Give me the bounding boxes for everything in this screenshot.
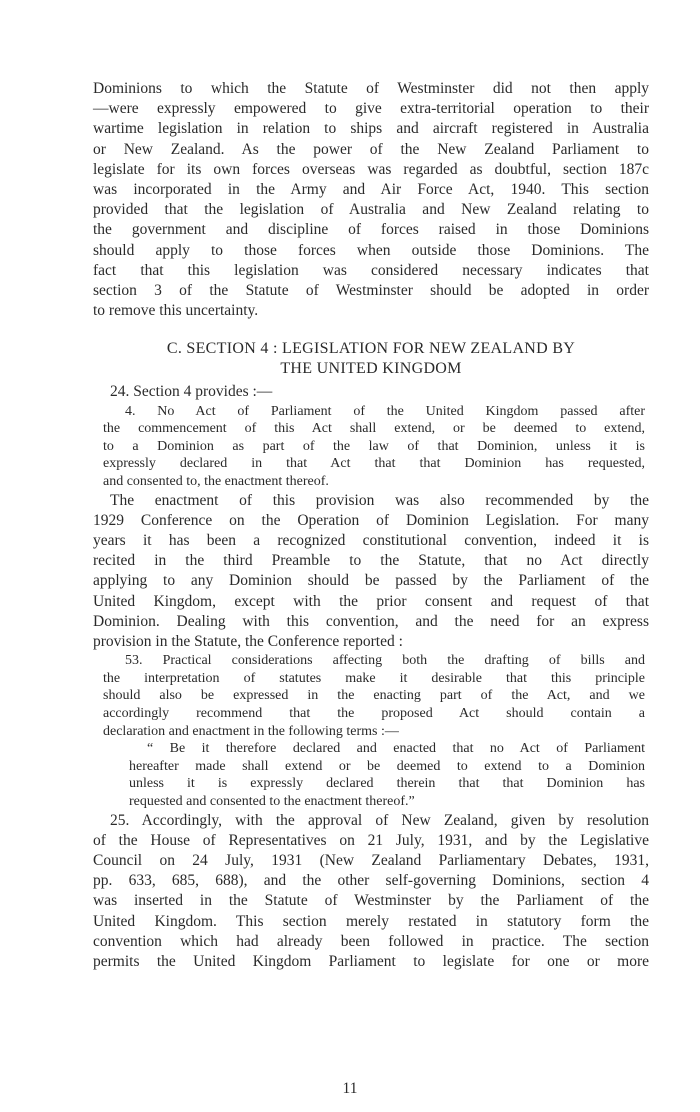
text-line: provision in the Statute, the Conference reported : xyxy=(93,633,403,651)
text-line: convention which had already been followed in practice. The section xyxy=(93,932,649,950)
text-line: fact that this legislation was considered necessary indicates that xyxy=(93,261,649,279)
continuation-paragraph xyxy=(93,79,649,321)
text-line: 1929 Conference on the Operation of Dominion Legislation. For many xyxy=(93,511,649,529)
document-page xyxy=(93,79,649,972)
paragraph-24-intro xyxy=(93,382,649,402)
quote-line: the interpretation of statutes make it desirable that this principle xyxy=(103,670,645,686)
heading-line: C. SECTION 4 : LEGISLATION FOR NEW ZEALAND BY xyxy=(166,340,576,358)
declaration-quote xyxy=(93,740,649,810)
text-line: United Kingdom. This section merely restated in statutory form the xyxy=(93,912,649,930)
text-line: the government and discipline of forces raised in those Dominions xyxy=(93,221,649,239)
text-line: of the House of Representatives on 21 July, 1931, and by the Legislative xyxy=(93,831,649,849)
quote-line: should also be expressed in the enacting part of the Act, and we xyxy=(103,688,645,704)
text-line: 25. Accordingly, with the approval of New Zealand, given by resolution xyxy=(110,811,649,829)
quote-line: accordingly recommend that the proposed Act should contain a xyxy=(103,706,645,722)
text-line: The enactment of this provision was also recommended by the xyxy=(110,491,649,509)
quote-line: “ Be it therefore declared and enacted that no Act of Parliament xyxy=(147,741,645,757)
text-line: or New Zealand. As the power of the New Zealand Parliament to xyxy=(93,140,649,158)
quote-line: the commencement of this Act shall extend, or be deemed to extend, xyxy=(103,421,645,437)
paragraph-25 xyxy=(93,811,649,973)
text-line: 24. Section 4 provides :— xyxy=(110,383,273,401)
section-4-quote xyxy=(93,403,649,491)
quote-line: 53. Practical considerations affecting both the drafting of bills and xyxy=(125,653,645,669)
text-line: provided that the legislation of Australia and New Zealand relating to xyxy=(93,201,649,219)
quote-line: hereafter made shall extend or be deemed to extend to a Dominion xyxy=(129,758,645,774)
text-line: to remove this uncertainty. xyxy=(93,302,259,320)
quote-line: declaration and enactment in the following terms :— xyxy=(103,723,399,739)
text-line: permits the United Kingdom Parliament to legislate for one or more xyxy=(93,953,649,970)
quote-line: expressly declared in that Act that that Dominion has requested, xyxy=(103,456,645,472)
text-line: United Kingdom, except with the prior consent and request of that xyxy=(93,592,649,610)
text-line: was inserted in the Statute of Westminster by the Parliament of the xyxy=(93,892,649,910)
text-line: legislate for its own forces overseas was regarded as doubtful, section 187c xyxy=(93,160,649,178)
text-line: Council on 24 July, 1931 (New Zealand Parliamentary Debates, 1931, xyxy=(93,851,649,869)
section-heading xyxy=(93,339,649,379)
text-line: section 3 of the Statute of Westminster should be adopted in order xyxy=(93,282,649,300)
quote-line: unless it is expressly declared therein that that Dominion has xyxy=(129,776,645,792)
text-line: pp. 633, 685, 688), and the other self-governing Dominions, section 4 xyxy=(93,872,649,890)
text-line: years it has been a recognized constitutional convention, indeed it is xyxy=(93,532,649,550)
text-line: should apply to those forces when outside those Dominions. The xyxy=(93,241,649,259)
page-number: 11 xyxy=(342,1080,358,1097)
quote-line: to a Dominion as part of the law of that Dominion, unless it is xyxy=(103,438,645,454)
paragraph-24-body xyxy=(93,491,649,653)
text-line: Dominion. Dealing with this convention, and the need for an express xyxy=(93,612,649,630)
text-line: was incorporated in the Army and Air Force Act, 1940. This section xyxy=(93,181,649,199)
text-line: applying to any Dominion should be passed by the Parliament of the xyxy=(93,572,649,590)
text-line: Dominions to which the Statute of Westminster did not then apply xyxy=(93,80,649,97)
text-line: wartime legislation in relation to ships and aircraft registered in Australia xyxy=(93,120,649,138)
quote-line: requested and consented to the enactment thereof.” xyxy=(129,793,415,809)
heading-line: THE UNITED KINGDOM xyxy=(280,360,462,378)
quote-line: and consented to, the enactment thereof. xyxy=(103,474,329,490)
conference-report-quote xyxy=(93,652,649,740)
text-line: —were expressly empowered to give extra-territorial operation to their xyxy=(93,100,649,118)
quote-line: 4. No Act of Parliament of the United Kingdom passed after xyxy=(125,403,645,419)
text-line: recited in the third Preamble to the Statute, that no Act directly xyxy=(93,552,649,570)
